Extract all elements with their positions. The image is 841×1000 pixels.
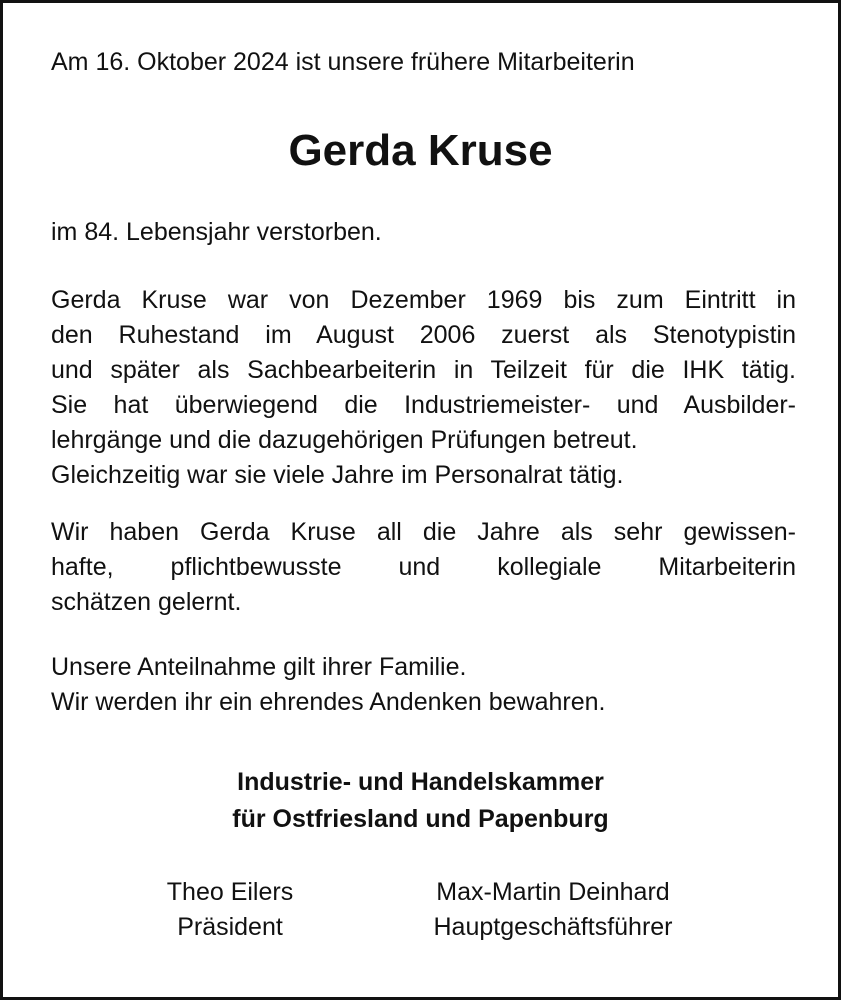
deceased-name: Gerda Kruse <box>288 126 553 175</box>
intro-line: Am 16. Oktober 2024 ist unsere frühere Mitarbeiterin <box>51 48 635 76</box>
biography-line: lehrgänge und die dazugehörigen Prüfungen betreut. <box>51 426 638 454</box>
signatory-president <box>130 875 330 945</box>
organization-line: für Ostfriesland und Papenburg <box>232 805 609 833</box>
biography-line: Gerda Kruse war von Dezember 1969 bis zum Eintritt in <box>51 286 796 314</box>
appreciation-line: schätzen gelernt. <box>51 588 242 616</box>
biography-line: Gleichzeitig war sie viele Jahre im Personalrat tätig. <box>51 461 624 489</box>
signatory-name: Max-Martin Deinhard <box>436 878 670 906</box>
appreciation-line: hafte, pflichtbewusste und kollegiale Mitarbeiterin <box>51 553 796 581</box>
signatory-title: Präsident <box>177 913 283 941</box>
signatory-managing-director <box>398 875 708 945</box>
age-line: im 84. Lebensjahr verstorben. <box>51 218 382 246</box>
biography-line: den Ruhestand im August 2006 zuerst als Stenotypistin <box>51 321 796 349</box>
signatory-name: Theo Eilers <box>166 878 294 906</box>
biography-line: Sie hat überwiegend die Industriemeister- und Ausbilder- <box>51 391 796 419</box>
organization-name <box>3 764 838 838</box>
condolence-line: Wir werden ihr ein ehrendes Andenken bewahren. <box>51 688 606 716</box>
appreciation-line: Wir haben Gerda Kruse all die Jahre als sehr gewissen- <box>51 518 796 546</box>
organization-line: Industrie- und Handelskammer <box>237 768 604 796</box>
condolence-line: Unsere Anteilnahme gilt ihrer Familie. <box>51 653 467 681</box>
appreciation-paragraph <box>51 515 796 620</box>
condolence-paragraph <box>51 650 796 720</box>
signatory-title: Hauptgeschäftsführer <box>433 913 673 941</box>
biography-paragraph <box>51 283 796 493</box>
biography-line: und später als Sachbearbeiterin in Teilzeit für die IHK tätig. <box>51 356 796 384</box>
